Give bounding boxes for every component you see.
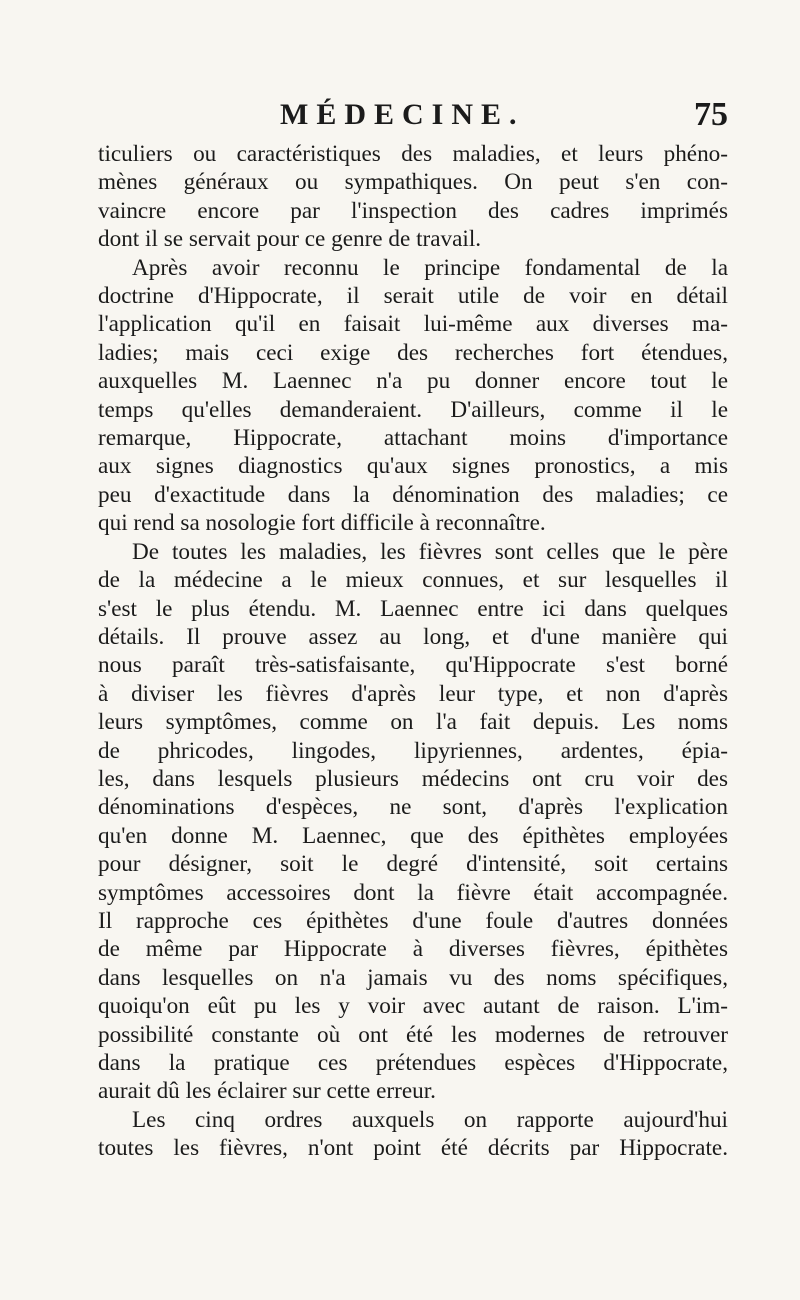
text-line: peu d'exactitude dans la dénomination des maladies; ce	[98, 481, 728, 508]
text-line: nous paraît très-satisfaisante, qu'Hippocrate s'est borné	[98, 652, 728, 679]
text-line: vaincre encore par l'inspection des cadres imprimés	[98, 197, 728, 224]
text-line: pour désigner, soit le degré d'intensité, soit certains	[98, 851, 728, 878]
text-line: De toutes les maladies, les fièvres sont celles que le père	[132, 538, 728, 565]
text-line: de phricodes, lingodes, lipyriennes, ardentes, épia-	[98, 737, 728, 764]
text-line: de la médecine a le mieux connues, et sur lesquelles il	[98, 567, 728, 594]
text-line: auxquelles M. Laennec n'a pu donner encore tout le	[98, 368, 728, 395]
text-line: les, dans lesquels plusieurs médecins ont cru voir des	[98, 765, 728, 792]
text-line: leurs symptômes, comme on l'a fait depuis. Les noms	[98, 709, 728, 736]
text-line: dans lesquelles on n'a jamais vu des noms spécifiques,	[98, 964, 728, 991]
text-line: doctrine d'Hippocrate, il serait utile de voir en détail	[98, 283, 728, 310]
text-line: de même par Hippocrate à diverses fièvres, épithètes	[98, 936, 728, 963]
page-header	[0, 98, 800, 138]
text-line: ladies; mais ceci exige des recherches fort étendues,	[98, 339, 728, 366]
text-line: l'application qu'il en faisait lui-même aux diverses ma-	[98, 311, 728, 338]
text-line: symptômes accessoires dont la fièvre était accompagnée.	[98, 879, 728, 906]
text-line: s'est le plus étendu. M. Laennec entre ici dans quelques	[98, 595, 728, 622]
text-line: toutes les fièvres, n'ont point été décrits par Hippocrate.	[98, 1135, 728, 1162]
text-line: temps qu'elles demanderaient. D'ailleurs, comme il le	[98, 396, 728, 423]
text-line: possibilité constante où ont été les modernes de retrouver	[98, 1021, 728, 1048]
text-line: détails. Il prouve assez au long, et d'une manière qui	[98, 623, 728, 650]
body-text	[98, 140, 728, 1163]
text-line: dénominations d'espèces, ne sont, d'après l'explication	[98, 794, 728, 821]
text-line: Après avoir reconnu le principe fondamental de la	[132, 254, 728, 281]
text-line: dont il se servait pour ce genre de travail.	[98, 226, 482, 253]
text-line: qu'en donne M. Laennec, que des épithètes employées	[98, 822, 728, 849]
text-line: aurait dû les éclairer sur cette erreur.	[98, 1078, 436, 1105]
text-line: à diviser les fièvres d'après leur type, et non d'après	[98, 680, 728, 707]
text-line: Les cinq ordres auxquels on rapporte aujourd'hui	[132, 1106, 728, 1133]
page-number: 75	[694, 96, 728, 133]
text-line: Il rapproche ces épithètes d'une foule d'autres données	[98, 907, 728, 934]
text-line: dans la pratique ces prétendues espèces d'Hippocrate,	[98, 1050, 728, 1076]
text-line: qui rend sa nosologie fort difficile à reconnaître.	[98, 510, 546, 537]
text-line: ticuliers ou caractéristiques des maladies, et leurs phéno-	[98, 141, 728, 167]
running-head: MÉDECINE.	[280, 98, 525, 131]
text-line: aux signes diagnostics qu'aux signes pronostics, a mis	[98, 453, 728, 480]
text-line: quoiqu'on eût pu les y voir avec autant de raison. L'im-	[98, 993, 728, 1020]
text-line: remarque, Hippocrate, attachant moins d'importance	[98, 425, 728, 452]
text-line: mènes généraux ou sympathiques. On peut s'en con-	[98, 169, 728, 196]
